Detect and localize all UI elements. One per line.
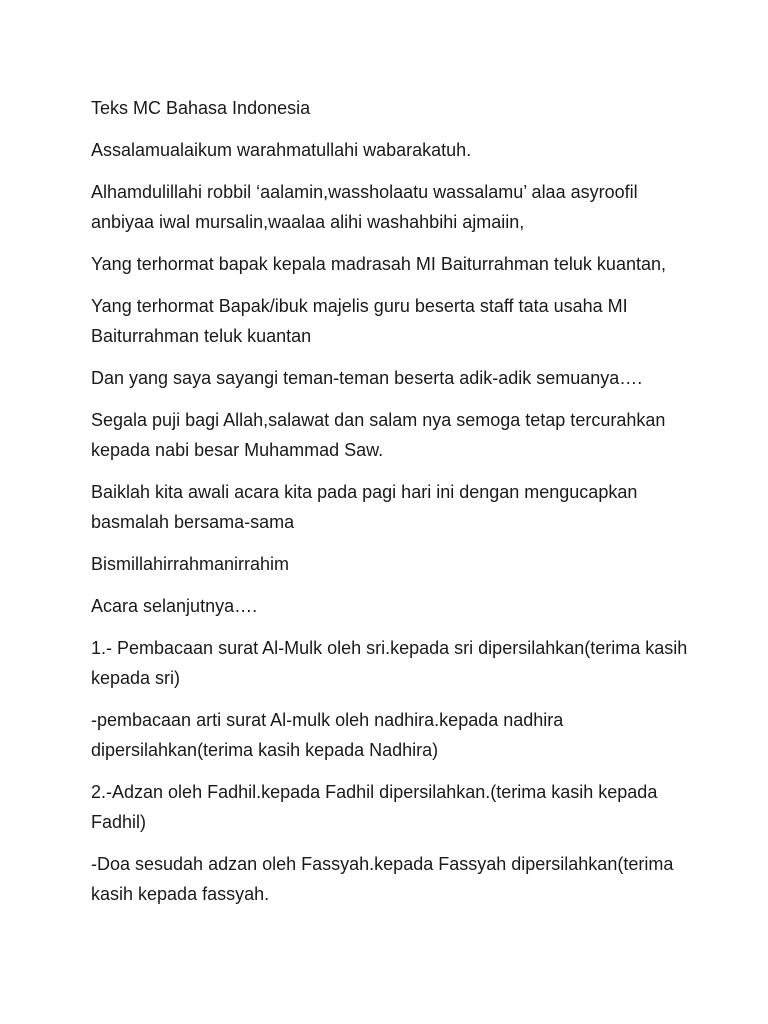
paragraph-greeting-headmaster: Yang terhormat bapak kepala madrasah MI Baiturrahman teluk kuantan, <box>91 254 666 274</box>
paragraph-basmalah: Bismillahirrahmanirrahim <box>91 554 290 574</box>
document-title: Teks MC Bahasa Indonesia <box>91 98 311 118</box>
agenda-item-al-mulk-meaning: -pembacaan arti surat Al-mulk oleh nadhira.kepada nadhira dipersilahkan(terima kasih kepada Nadhira) <box>91 710 564 760</box>
paragraph-greeting-friends: Dan yang saya sayangi teman-teman beserta adik-adik semuanya…. <box>91 368 643 388</box>
paragraph-greeting-teachers: Yang terhormat Bapak/ibuk majelis guru beserta staff tata usaha MI Baiturrahman teluk kuantan <box>91 296 628 346</box>
paragraph-praise: Segala puji bagi Allah,salawat dan salam nya semoga tetap tercurahkan kepada nabi besar Muhammad Saw. <box>91 410 666 460</box>
paragraph-next-agenda: Acara selanjutnya…. <box>91 596 258 616</box>
agenda-item-adzan: 2.-Adzan oleh Fadhil.kepada Fadhil dipersilahkan.(terima kasih kepada Fadhil) <box>91 782 658 832</box>
agenda-item-doa: -Doa sesudah adzan oleh Fassyah.kepada Fassyah dipersilahkan(terima kasih kepada fassyah. <box>91 854 674 904</box>
paragraph-opening: Baiklah kita awali acara kita pada pagi hari ini dengan mengucapkan basmalah bersama-sama <box>91 482 638 532</box>
document-body <box>91 93 691 921</box>
paragraph-hamdalah: Alhamdulillahi robbil ‘aalamin,wassholaatu wassalamu’ alaa asyroofil anbiyaa iwal mursalin,waalaa alihi washahbihi ajmaiin, <box>91 182 638 232</box>
agenda-item-al-mulk: 1.- Pembacaan surat Al-Mulk oleh sri.kepada sri dipersilahkan(terima kasih kepada sri) <box>91 638 688 688</box>
paragraph-salam: Assalamualaikum warahmatullahi wabarakatuh. <box>91 140 472 160</box>
